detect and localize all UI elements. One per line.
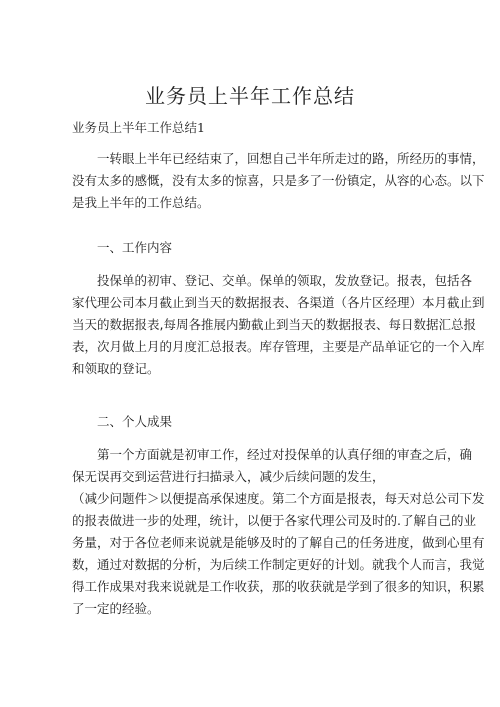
paragraph-line: 和领取的登记。 [72, 361, 160, 376]
paragraph-line: 一转眼上半年已经结束了，回想自己半年所走过的路，所经历的事情， [97, 151, 485, 166]
paragraph-line: （减少问题件＞以便提高承保速度。第二个方面是报表，每天对总公司下发 [72, 491, 485, 506]
paragraph-line: 务量，对于各位老师来说就是能够及时的了解自己的任务进度，做到心里有 [72, 535, 485, 550]
section-heading-personal-results: 二、个人成果 [97, 414, 173, 429]
paragraph-line: 没有太多的感慨，没有太多的惊喜，只是多了一份镇定，从容的心态。以下 [72, 173, 485, 188]
document-title: 业务员上半年工作总结 [145, 84, 355, 108]
intro-paragraph [72, 148, 485, 214]
work-content-paragraph [72, 270, 485, 380]
paragraph-line: 了一定的经验。 [72, 601, 160, 616]
section-heading-work-content: 一、工作内容 [97, 240, 173, 255]
paragraph-line: 当天的数据报表,每周各推展内勤截止到当天的数据报表、每日数据汇总报 [72, 317, 476, 332]
personal-results-paragraph [72, 444, 485, 620]
paragraph-line: 是我上半年的工作总结。 [72, 195, 210, 210]
paragraph-line: 得工作成果对我来说就是工作收获，那的收获就是学到了很多的知识，积累 [72, 579, 485, 594]
paragraph-line: 家代理公司本月截止到当天的数据报表、各渠道（各片区经理）本月截止到 [72, 295, 485, 310]
document-subtitle: 业务员上半年工作总结1 [72, 120, 205, 135]
paragraph-line: 数，通过对数据的分析，为后续工作制定更好的计划。就我个人而言，我觉 [72, 557, 485, 572]
paragraph-line: 投保单的初审、登记、交单。保单的领取，发放登记。报表，包括各 [97, 273, 473, 288]
paragraph-line: 的报表做进一步的处理，统计，以便于各家代理公司及时的.了解自己的业 [72, 513, 476, 528]
paragraph-line: 表，次月做上月的月度汇总报表。库存管理，主要是产品单证它的一个入库 [72, 339, 485, 354]
paragraph-line: 第一个方面就是初审工作，经过对投保单的认真仔细的审查之后，确 [97, 447, 473, 462]
paragraph-line: 保无误再交到运营进行扫描录入，减少后续问题的发生， [72, 469, 385, 484]
